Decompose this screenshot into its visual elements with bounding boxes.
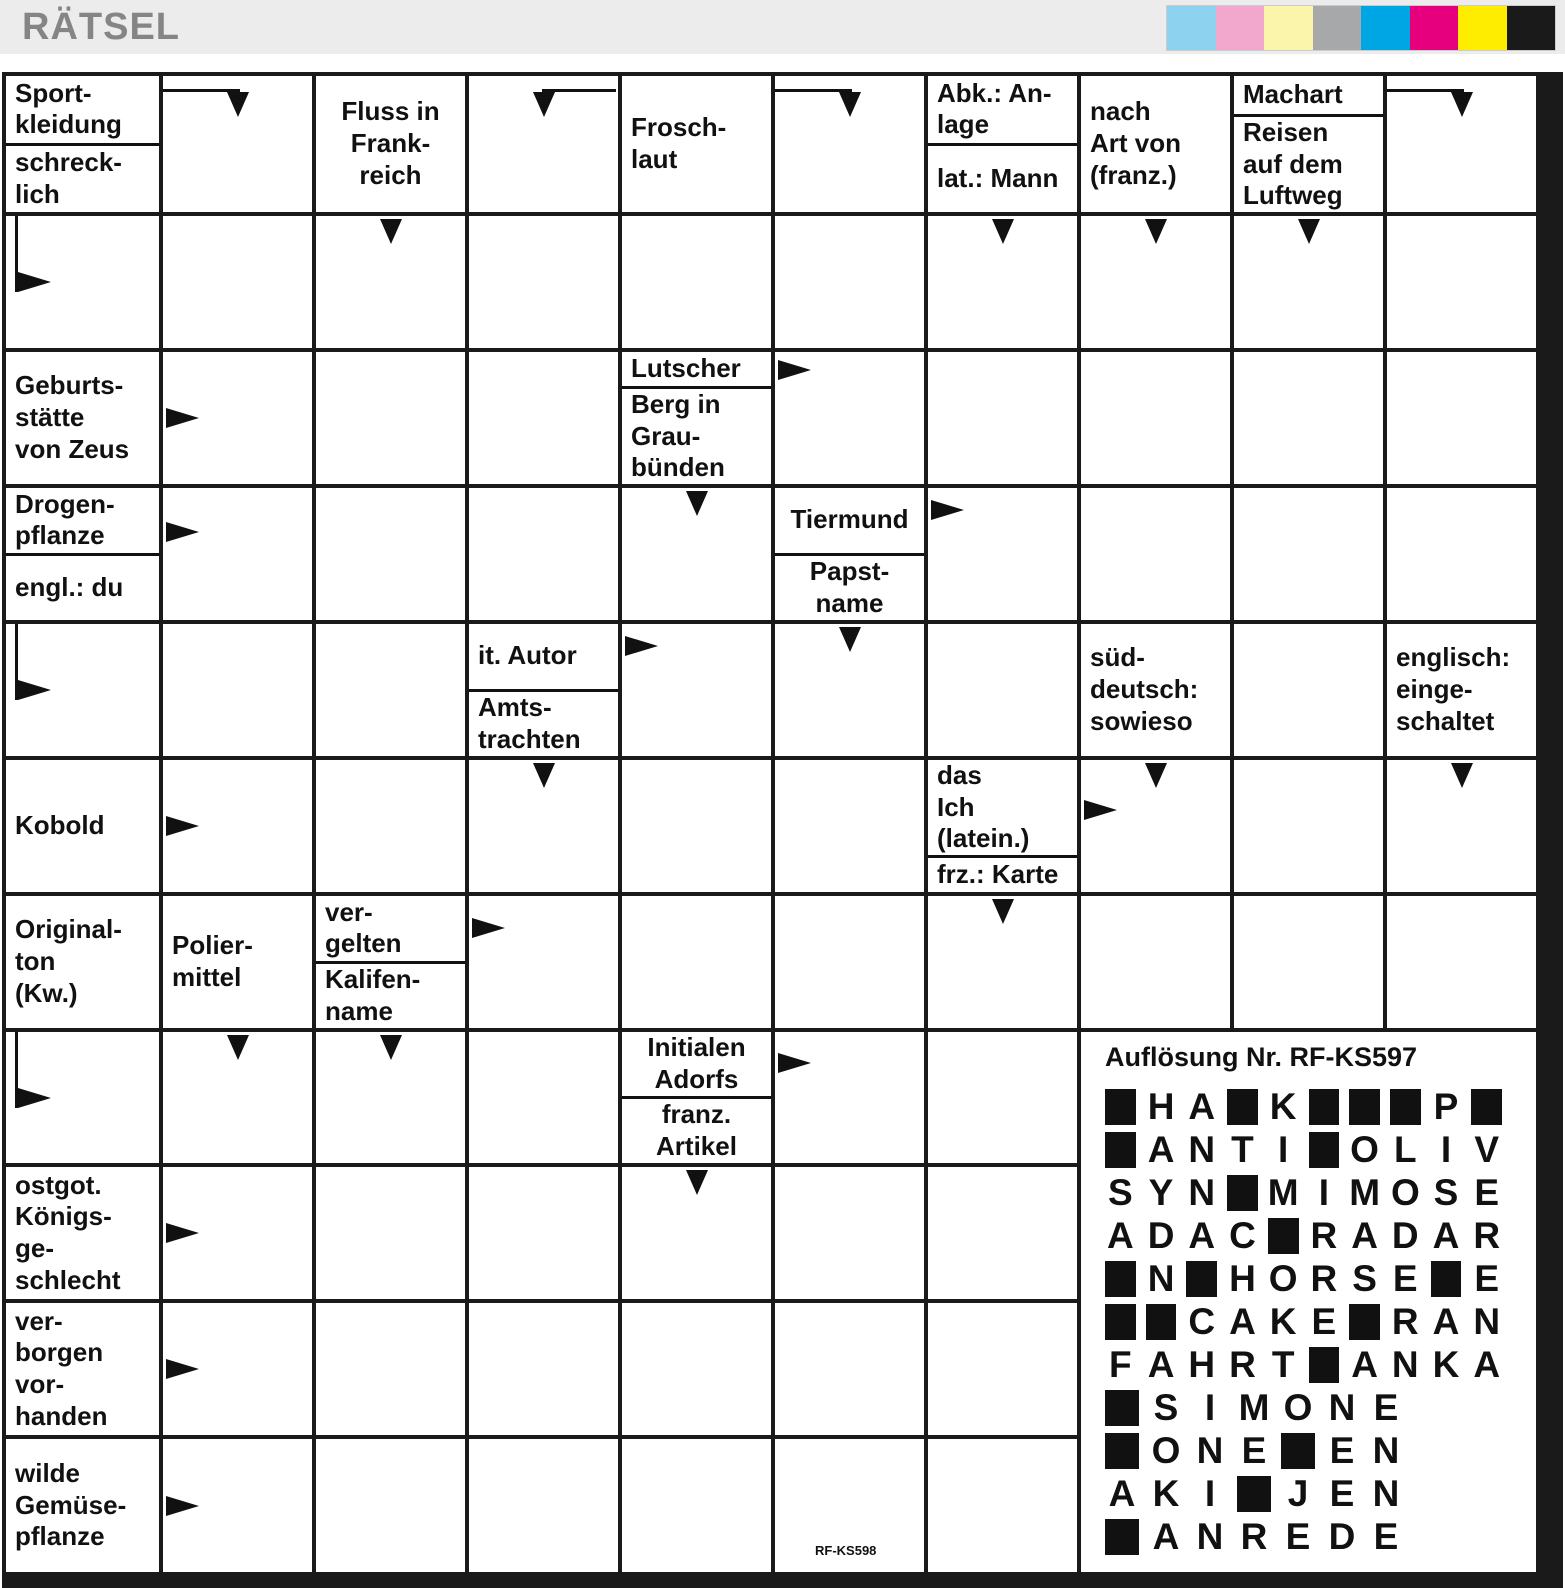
solution-letter: C — [1229, 1214, 1256, 1256]
answer-cell[interactable] — [1387, 352, 1536, 484]
solution-letter: R — [1229, 1343, 1256, 1385]
clue-cell — [163, 896, 312, 1028]
solution-letter: I — [1318, 1171, 1329, 1213]
solution-block — [1227, 1089, 1258, 1125]
solution-row — [1105, 1214, 1512, 1257]
solution-block — [1349, 1304, 1380, 1340]
answer-cell[interactable] — [1234, 488, 1383, 620]
solution-block — [1105, 1433, 1139, 1469]
clue-text: Drogen- pflanze — [15, 488, 115, 551]
answer-cell[interactable] — [928, 1303, 1077, 1435]
answer-cell[interactable] — [1081, 352, 1230, 484]
solution-letter: E — [1474, 1171, 1500, 1213]
solution-row — [1105, 1472, 1512, 1515]
answer-cell[interactable] — [775, 1167, 924, 1299]
arrow-down-icon — [686, 1170, 708, 1195]
solution-block — [1309, 1132, 1340, 1168]
arrow-down-icon — [533, 92, 555, 117]
solution-letter: N — [1372, 1429, 1400, 1471]
solution-letter: A — [1152, 1515, 1180, 1557]
answer-cell[interactable] — [928, 1167, 1077, 1299]
solution-letter: A — [1188, 1085, 1216, 1127]
arrow-down-icon — [992, 899, 1014, 924]
solution-letter: H — [1147, 1085, 1175, 1127]
arrow-down-icon — [1451, 763, 1473, 788]
solution-letter: S — [1153, 1386, 1179, 1428]
clue-text: Reisen auf dem Luftweg — [1234, 114, 1383, 212]
color-calibration-bar — [1166, 5, 1556, 51]
clue-text: engl.: du — [6, 553, 159, 621]
solution-letter: N — [1188, 1128, 1216, 1170]
solution-letter: H — [1229, 1257, 1256, 1299]
solution-letter: A — [1351, 1343, 1378, 1385]
answer-cell[interactable] — [1234, 624, 1383, 756]
clue-cell — [6, 1439, 159, 1572]
solution-letter: N — [1473, 1300, 1501, 1342]
clue-text: ver- borgen vor- handen — [15, 1305, 108, 1431]
arrow-down-icon — [1145, 219, 1167, 244]
clue-cell — [622, 1032, 771, 1163]
arrow-right-icon — [1084, 800, 1117, 820]
arrow-right-icon — [166, 1496, 199, 1516]
solution-letter: E — [1373, 1515, 1399, 1557]
arrow-right-icon — [778, 1053, 811, 1073]
clue-text: nach Art von (franz.) — [1090, 96, 1181, 190]
solution-letter: A — [1351, 1214, 1378, 1256]
answer-cell[interactable] — [469, 216, 618, 348]
color-swatch — [1313, 6, 1362, 50]
solution-block — [1309, 1347, 1340, 1383]
answer-cell[interactable] — [469, 1439, 618, 1572]
answer-cell[interactable] — [622, 1303, 771, 1435]
solution-letter: K — [1269, 1300, 1297, 1342]
solution-letter: F — [1109, 1343, 1132, 1385]
answer-cell[interactable] — [316, 760, 465, 892]
answer-cell[interactable] — [469, 1032, 618, 1163]
clue-text: schreck- lich — [6, 143, 159, 213]
arrow-down-icon — [839, 627, 861, 652]
puzzle-code: RF-KS598 — [815, 1543, 877, 1558]
clue-text: Kalifen- name — [316, 961, 465, 1029]
arrow-right-icon — [931, 500, 964, 520]
clue-cell — [1234, 76, 1383, 212]
solution-block — [1471, 1089, 1502, 1125]
solution-letter: A — [1432, 1214, 1460, 1256]
arrow-right-icon — [18, 272, 51, 292]
solution-letter: A — [1106, 1214, 1134, 1256]
clue-cell — [775, 488, 924, 620]
color-swatch — [1507, 6, 1556, 50]
solution-block — [1146, 1304, 1177, 1340]
arrow-down-icon — [227, 1035, 249, 1060]
solution-letter: D — [1391, 1214, 1419, 1256]
clue-cell — [1387, 624, 1536, 756]
arrow-stem — [1387, 89, 1464, 92]
answer-cell[interactable] — [316, 624, 465, 756]
solution-letter: R — [1240, 1515, 1268, 1557]
answer-cell[interactable] — [469, 896, 618, 1028]
solution-block — [1105, 1304, 1136, 1340]
clue-text: Frosch- laut — [631, 112, 727, 174]
answer-cell[interactable] — [1234, 760, 1383, 892]
arrow-right-icon — [166, 408, 199, 428]
solution-letter: K — [1432, 1343, 1460, 1385]
solution-letter: E — [1373, 1386, 1399, 1428]
solution-block — [1227, 1175, 1258, 1211]
clue-cell — [469, 624, 618, 756]
arrow-right-icon — [166, 1359, 199, 1379]
solution-letter: E — [1392, 1257, 1418, 1299]
solution-letter: O — [1390, 1171, 1420, 1213]
solution-block — [1390, 1089, 1421, 1125]
clue-text: Polier- mittel — [172, 930, 253, 992]
solution-letter: A — [1147, 1343, 1175, 1385]
arrow-right-icon — [18, 680, 51, 700]
answer-cell[interactable] — [163, 624, 312, 756]
solution-block — [1186, 1261, 1217, 1297]
answer-cell[interactable] — [622, 216, 771, 348]
solution-letter: N — [1196, 1515, 1224, 1557]
answer-cell[interactable] — [1081, 488, 1230, 620]
solution-letter: A — [1108, 1472, 1136, 1514]
solution-letter: A — [1188, 1214, 1216, 1256]
solution-block — [1105, 1089, 1136, 1125]
solution-letter: N — [1391, 1343, 1419, 1385]
solution-letter: R — [1391, 1300, 1419, 1342]
answer-cell[interactable] — [1387, 216, 1536, 348]
arrow-stem — [542, 89, 617, 92]
answer-cell[interactable] — [316, 1303, 465, 1435]
arrow-down-icon — [380, 1035, 402, 1060]
clue-text: Original- ton (Kw.) — [15, 914, 122, 1008]
clue-cell — [6, 1303, 159, 1435]
clue-cell — [6, 76, 159, 212]
answer-cell[interactable] — [469, 1303, 618, 1435]
arrow-stem — [775, 89, 852, 92]
solution-letter: E — [1311, 1300, 1337, 1342]
solution-title: Auflösung Nr. RF-KS597 — [1105, 1042, 1418, 1072]
arrow-right-icon — [166, 522, 199, 542]
answer-cell[interactable] — [469, 1167, 618, 1299]
arrow-down-icon — [1298, 219, 1320, 244]
clue-cell — [316, 76, 465, 212]
clue-text: Kobold — [15, 810, 105, 841]
solution-letter: H — [1188, 1343, 1216, 1385]
answer-cell[interactable] — [1081, 896, 1230, 1028]
answer-cell[interactable] — [316, 488, 465, 620]
arrow-down-icon — [992, 219, 1014, 244]
color-swatch — [1458, 6, 1507, 50]
solution-letter: O — [1151, 1429, 1181, 1471]
solution-block — [1349, 1089, 1380, 1125]
arrow-down-icon — [227, 92, 249, 117]
clue-text: Berg in Grau- bünden — [622, 386, 771, 484]
solution-box — [1081, 1032, 1536, 1572]
solution-block — [1431, 1261, 1462, 1297]
answer-cell[interactable] — [1234, 352, 1383, 484]
solution-letter: E — [1241, 1429, 1267, 1471]
clue-text: it. Autor — [478, 640, 577, 671]
answer-cell[interactable] — [775, 1303, 924, 1435]
arrow-down-icon — [1451, 92, 1473, 117]
arrow-right-icon — [778, 360, 811, 380]
solution-letter: E — [1474, 1257, 1500, 1299]
solution-row — [1105, 1515, 1512, 1558]
solution-letter: T — [1231, 1128, 1254, 1170]
arrow-down-icon — [1145, 763, 1167, 788]
answer-cell[interactable] — [316, 1167, 465, 1299]
answer-cell[interactable] — [622, 896, 771, 1028]
solution-letter: K — [1152, 1472, 1180, 1514]
solution-letter: O — [1283, 1386, 1313, 1428]
clue-cell — [6, 488, 159, 620]
clue-text: wilde Gemüse- pflanze — [15, 1457, 127, 1552]
answer-cell[interactable] — [316, 1439, 465, 1572]
clue-cell — [928, 76, 1077, 212]
clue-text: Geburts- stätte von Zeus — [15, 370, 130, 464]
arrow-stem — [15, 624, 18, 700]
solution-letter: K — [1269, 1085, 1297, 1127]
answer-cell[interactable] — [775, 896, 924, 1028]
clue-cell — [6, 1167, 159, 1299]
solution-row — [1105, 1171, 1512, 1214]
solution-letter: E — [1329, 1429, 1355, 1471]
clue-text: Initialen Adorfs — [647, 1032, 746, 1094]
solution-letter: Y — [1148, 1171, 1174, 1213]
color-swatch — [1167, 6, 1216, 50]
clue-text: ver- gelten — [325, 896, 402, 959]
clue-text: frz.: Karte — [928, 855, 1077, 892]
solution-letter: E — [1329, 1472, 1355, 1514]
solution-letter: I — [1204, 1386, 1216, 1428]
clue-text: englisch: einge- schaltet — [1396, 642, 1511, 736]
answer-cell[interactable] — [928, 1439, 1077, 1572]
answer-cell[interactable] — [928, 352, 1077, 484]
solution-letter: D — [1328, 1515, 1356, 1557]
solution-letter: M — [1267, 1171, 1299, 1213]
clue-text: Tiermund — [790, 504, 909, 535]
solution-row — [1105, 1386, 1512, 1429]
solution-block — [1268, 1218, 1299, 1254]
solution-letter: N — [1372, 1472, 1400, 1514]
solution-block — [1105, 1390, 1139, 1426]
arrow-right-icon — [166, 1223, 199, 1243]
arrow-right-icon — [166, 816, 199, 836]
clue-text: Lutscher — [631, 353, 741, 384]
solution-letter: A — [1432, 1300, 1460, 1342]
clue-text: Sport- kleidung — [15, 77, 122, 140]
clue-text: ostgot. Königs- ge- schlecht — [15, 1169, 121, 1295]
solution-letter: R — [1310, 1257, 1338, 1299]
clue-text: süd- deutsch: sowieso — [1090, 642, 1199, 736]
solution-block — [1105, 1519, 1139, 1555]
answer-cell[interactable] — [622, 1439, 771, 1572]
header-bar — [0, 0, 1565, 54]
solution-letter: S — [1433, 1171, 1459, 1213]
solution-letter: A — [1473, 1343, 1501, 1385]
answer-cell[interactable] — [775, 216, 924, 348]
color-swatch — [1216, 6, 1265, 50]
solution-letter: L — [1393, 1128, 1417, 1170]
answer-cell[interactable] — [163, 216, 312, 348]
arrow-stem — [15, 216, 18, 292]
solution-letter: O — [1350, 1128, 1379, 1170]
solution-letter: R — [1310, 1214, 1338, 1256]
color-swatch — [1361, 6, 1410, 50]
answer-cell[interactable] — [469, 488, 618, 620]
solution-letter: N — [1196, 1429, 1224, 1471]
answer-cell[interactable] — [1387, 488, 1536, 620]
answer-cell[interactable] — [622, 760, 771, 892]
solution-letter: M — [1349, 1171, 1381, 1213]
clue-cell — [6, 352, 159, 484]
clue-text: Abk.: An- lage — [937, 77, 1052, 140]
answer-cell[interactable] — [469, 352, 618, 484]
color-swatch — [1264, 6, 1313, 50]
solution-block — [1237, 1476, 1271, 1512]
solution-letter: T — [1271, 1343, 1295, 1385]
clue-text: Machart — [1243, 79, 1343, 110]
solution-letter: N — [1147, 1257, 1175, 1299]
solution-letter: V — [1474, 1128, 1500, 1170]
clue-cell — [622, 352, 771, 484]
solution-block — [1281, 1433, 1315, 1469]
clue-text: Fluss in Frank- reich — [341, 96, 440, 190]
arrow-right-icon — [18, 1088, 51, 1108]
solution-letter: J — [1287, 1472, 1309, 1514]
arrow-down-icon — [839, 92, 861, 117]
arrow-right-icon — [472, 918, 505, 938]
clue-cell — [6, 896, 159, 1028]
solution-row — [1105, 1343, 1512, 1386]
answer-cell[interactable] — [928, 624, 1077, 756]
answer-cell[interactable] — [928, 1032, 1077, 1163]
solution-letter: A — [1229, 1300, 1256, 1342]
clue-text: Amts- trachten — [469, 689, 618, 757]
solution-row — [1105, 1300, 1512, 1343]
solution-letter: M — [1238, 1386, 1270, 1428]
arrow-right-icon — [625, 636, 658, 656]
solution-letter: P — [1433, 1085, 1459, 1127]
solution-letter: I — [1278, 1128, 1289, 1170]
clue-cell — [622, 76, 771, 212]
solution-row — [1105, 1085, 1512, 1128]
answer-cell[interactable] — [775, 760, 924, 892]
answer-cell[interactable] — [1234, 896, 1383, 1028]
solution-letter: R — [1473, 1214, 1501, 1256]
arrow-down-icon — [686, 491, 708, 516]
clue-text: Papst- name — [775, 553, 924, 621]
solution-block — [1105, 1132, 1136, 1168]
clue-cell — [928, 760, 1077, 892]
color-swatch — [1410, 6, 1459, 50]
answer-cell[interactable] — [1387, 896, 1536, 1028]
clue-cell — [6, 760, 159, 892]
arrow-stem — [15, 1032, 18, 1108]
solution-row — [1105, 1257, 1512, 1300]
clue-text: das Ich (latein.) — [937, 760, 1030, 854]
solution-letter: D — [1147, 1214, 1175, 1256]
solution-row — [1105, 1429, 1512, 1472]
arrow-down-icon — [533, 763, 555, 788]
crossword-grid — [2, 72, 1563, 1588]
page-title: RÄTSEL — [22, 6, 180, 48]
clue-text: lat.: Mann — [928, 143, 1077, 213]
answer-cell[interactable] — [316, 352, 465, 484]
solution-block — [1309, 1089, 1340, 1125]
solution-block — [1105, 1261, 1136, 1297]
clue-cell — [1081, 76, 1230, 212]
clue-cell — [316, 896, 465, 1028]
solution-letter: C — [1188, 1300, 1216, 1342]
arrow-down-icon — [380, 219, 402, 244]
solution-letter: E — [1285, 1515, 1311, 1557]
solution-letter: N — [1188, 1171, 1216, 1213]
solution-letter: I — [1204, 1472, 1216, 1514]
solution-letter: S — [1352, 1257, 1377, 1299]
solution-letter: N — [1328, 1386, 1356, 1428]
answer-cell[interactable] — [775, 1032, 924, 1163]
solution-letter: O — [1268, 1257, 1298, 1299]
solution-letter: I — [1440, 1128, 1452, 1170]
solution-letter: S — [1107, 1171, 1133, 1213]
solution-row — [1105, 1128, 1512, 1171]
clue-text: franz. Artikel — [622, 1096, 771, 1163]
arrow-stem — [163, 89, 240, 92]
answer-cell[interactable] — [163, 488, 312, 620]
clue-cell — [1081, 624, 1230, 756]
solution-letter: A — [1147, 1128, 1175, 1170]
